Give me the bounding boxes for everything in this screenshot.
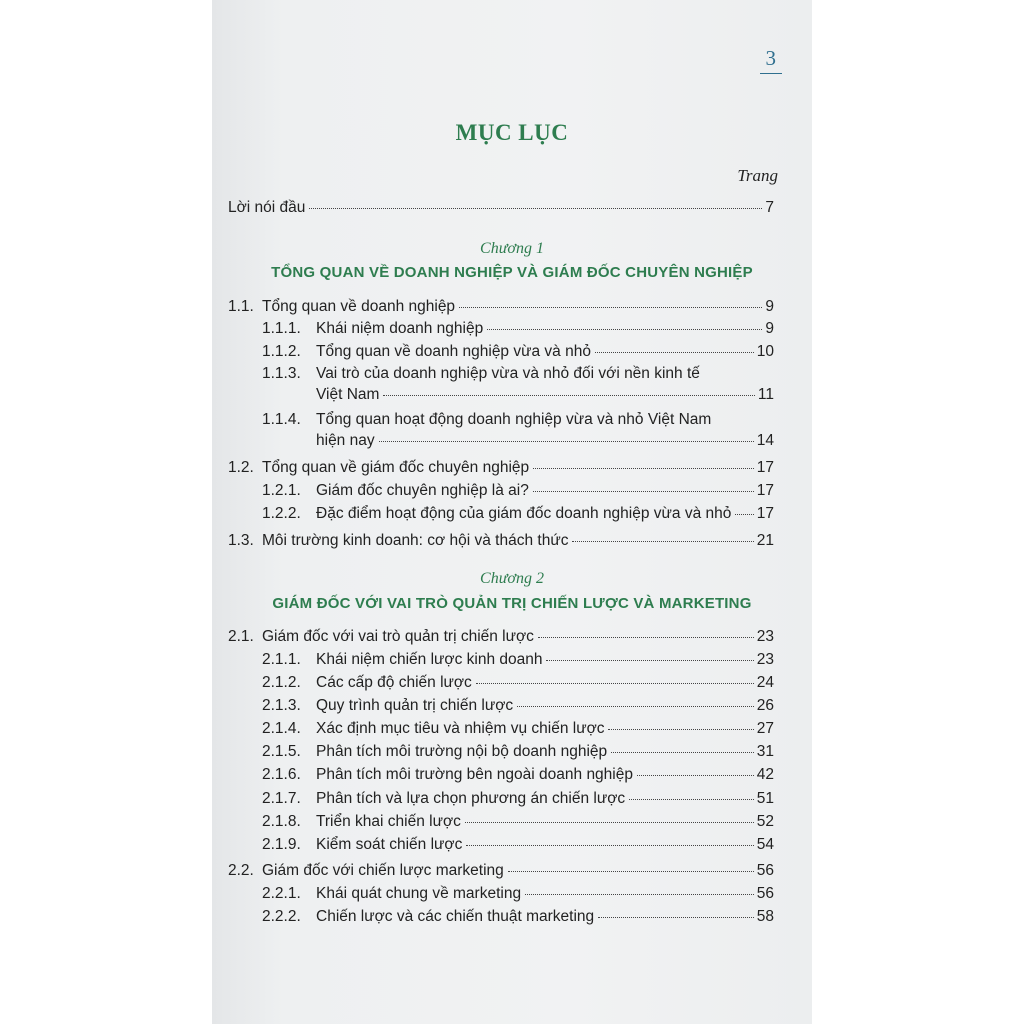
dot-leader [383,394,754,396]
dot-leader [525,893,754,895]
toc-entry-number: 2.1. [228,628,254,645]
toc-entry[interactable] [262,813,774,831]
chapter-label: Chương 2 [480,570,544,587]
toc-entry-text: Khái niệm doanh nghiệp [316,320,484,337]
dot-leader [459,306,762,308]
toc-entry[interactable] [228,628,774,646]
toc-entry-page: 56 [756,885,774,902]
toc-entry-number: 2.1.9. [262,836,301,853]
toc-entry-number: 1.2. [228,459,254,476]
dot-leader [533,467,754,469]
toc-entry[interactable] [262,885,774,903]
toc-entry[interactable] [228,459,774,477]
toc-entry-text: Khái quát chung về marketing [316,885,522,902]
chapter-label: Chương 1 [480,240,544,257]
toc-entry-text: Tổng quan về giám đốc chuyên nghiệp [262,459,530,476]
toc-entry-page: 42 [756,766,774,783]
toc-entry-text: Kiểm soát chiến lược [316,836,463,853]
dot-leader [476,682,754,684]
dot-leader [487,328,762,330]
toc-entry-text-cont: hiện nay [316,432,375,449]
toc-entry-page: 58 [756,908,774,925]
toc-entry[interactable] [262,482,774,500]
toc-entry[interactable] [228,532,774,550]
toc-entry-text: Đặc điểm hoạt động của giám đốc doanh nghiệp vừa và nhỏ [316,505,732,522]
toc-entry-page: 9 [765,320,774,337]
dot-leader [629,798,754,800]
toc-entry-text: Vai trò của doanh nghiệp vừa và nhỏ đối với nền kinh tế [316,365,700,382]
dot-leader [608,728,753,730]
toc-entry[interactable] [262,836,774,854]
dot-leader [508,870,754,872]
toc-entry-number: 2.2.1. [262,885,301,902]
chapter-title: TỔNG QUAN VỀ DOANH NGHIỆP VÀ GIÁM ĐỐC CHUYÊN NGHIỆP [271,264,753,281]
toc-entry-page: 24 [756,674,774,691]
toc-entry[interactable] [262,908,774,926]
toc-entry-text: Tổng quan về doanh nghiệp vừa và nhỏ [316,343,591,360]
toc-entry-number: 2.1.1. [262,651,301,668]
toc-entry-number: 2.1.7. [262,790,301,807]
toc-entry-number: 2.1.4. [262,720,301,737]
toc-entry[interactable] [262,343,774,361]
toc-entry[interactable] [262,320,774,338]
toc-entry-number: 2.1.8. [262,813,301,830]
toc-entry-number: 1.1.1. [262,320,301,337]
toc-entry-line1[interactable] [262,411,712,429]
toc-entry-number: 1.3. [228,532,254,549]
toc-entry-page: 23 [756,651,774,668]
dot-leader [379,440,754,442]
toc-entry-number: 2.1.3. [262,697,301,714]
toc-entry-number: 2.1.6. [262,766,301,783]
toc-entry-page: 52 [756,813,774,830]
toc-entry-text: Giám đốc chuyên nghiệp là ai? [316,482,529,499]
toc-entry[interactable] [262,743,774,761]
dot-leader [595,351,754,353]
toc-entry-text: Lời nói đầu [228,199,306,216]
toc-entry-text: Phân tích môi trường nội bộ doanh nghiệp [316,743,608,760]
toc-entry-page: 17 [756,505,774,522]
toc-entry-number: 1.1. [228,298,254,315]
toc-entry-number: 1.2.1. [262,482,301,499]
dot-leader [517,705,754,707]
dot-leader [598,916,754,918]
toc-entry-text: Chiến lược và các chiến thuật marketing [316,908,595,925]
toc-entry-line2[interactable] [316,432,774,450]
toc-entry-page: 54 [756,836,774,853]
toc-entry-text-cont: Việt Nam [316,386,380,403]
dot-leader [538,636,754,638]
toc-entry-page: 17 [756,482,774,499]
dot-leader [309,207,762,209]
toc-entry-page: 17 [756,459,774,476]
toc-entry-text: Tổng quan về doanh nghiệp [262,298,456,315]
toc-entry-number: 1.2.2. [262,505,301,522]
page-title: MỤC LỤC [455,120,569,145]
toc-entry[interactable] [262,766,774,784]
toc-entry[interactable] [262,651,774,669]
toc-entry-text: Triển khai chiến lược [316,813,461,830]
toc-entry-page: 23 [756,628,774,645]
page-column-label: Trang [737,166,778,185]
toc-entry-number: 1.1.3. [262,365,301,382]
toc-entry[interactable] [262,505,774,523]
toc-entry-line1[interactable] [262,365,700,383]
toc-entry-text: Giám đốc với chiến lược marketing [262,862,504,879]
toc-entry-page: 27 [756,720,774,737]
toc-entry-page: 14 [756,432,774,449]
toc-entry[interactable] [228,298,774,316]
chapter-title: GIÁM ĐỐC VỚI VAI TRÒ QUẢN TRỊ CHIẾN LƯỢC VÀ MARKETING [272,595,752,612]
toc-entry-page: 9 [765,298,774,315]
toc-entry-number: 1.1.2. [262,343,301,360]
toc-entry-page: 10 [756,343,774,360]
toc-entry-line2[interactable] [316,386,774,404]
toc-entry[interactable] [262,697,774,715]
toc-entry-page: 56 [756,862,774,879]
toc-entry-text: Xác định mục tiêu và nhiệm vụ chiến lược [316,720,605,737]
toc-entry[interactable] [262,790,774,808]
toc-entry[interactable] [228,862,774,880]
background-right [812,0,1024,1024]
dot-leader [466,844,753,846]
book-page [212,0,812,1024]
dot-leader [465,821,754,823]
toc-entry[interactable] [262,720,774,738]
toc-entry-text: Tổng quan hoạt động doanh nghiệp vừa và nhỏ Việt Nam [316,411,712,428]
page-number: 3 [760,46,783,74]
toc-entry-text: Quy trình quản trị chiến lược [316,697,514,714]
toc-entry[interactable] [262,674,774,692]
toc-entry-page: 26 [756,697,774,714]
toc-entry-page: 51 [756,790,774,807]
dot-leader [735,513,753,515]
dot-leader [611,751,754,753]
toc-entry-text: Phân tích môi trường bên ngoài doanh nghiệp [316,766,633,783]
background-left [0,0,212,1024]
toc-entry-text: Các cấp độ chiến lược [316,674,472,691]
toc-entry-text: Khái niệm chiến lược kinh doanh [316,651,543,668]
toc-entry-number: 2.2. [228,862,254,879]
toc-entry-page: 11 [757,386,774,403]
toc-entry-page: 31 [756,743,774,760]
toc-entry-text: Giám đốc với vai trò quản trị chiến lược [262,628,534,645]
toc-entry-number: 2.1.5. [262,743,301,760]
toc-entry-preface[interactable] [228,199,774,217]
toc-entry-text: Phân tích và lựa chọn phương án chiến lược [316,790,626,807]
toc-entry-page: 21 [756,532,774,549]
toc-entry-text: Môi trường kinh doanh: cơ hội và thách thức [262,532,569,549]
dot-leader [572,540,753,542]
toc-entry-number: 2.2.2. [262,908,301,925]
toc-entry-number: 2.1.2. [262,674,301,691]
dot-leader [637,774,754,776]
dot-leader [546,659,753,661]
toc-entry-number: 1.1.4. [262,411,301,428]
dot-leader [533,490,754,492]
toc-entry-page: 7 [765,199,774,216]
